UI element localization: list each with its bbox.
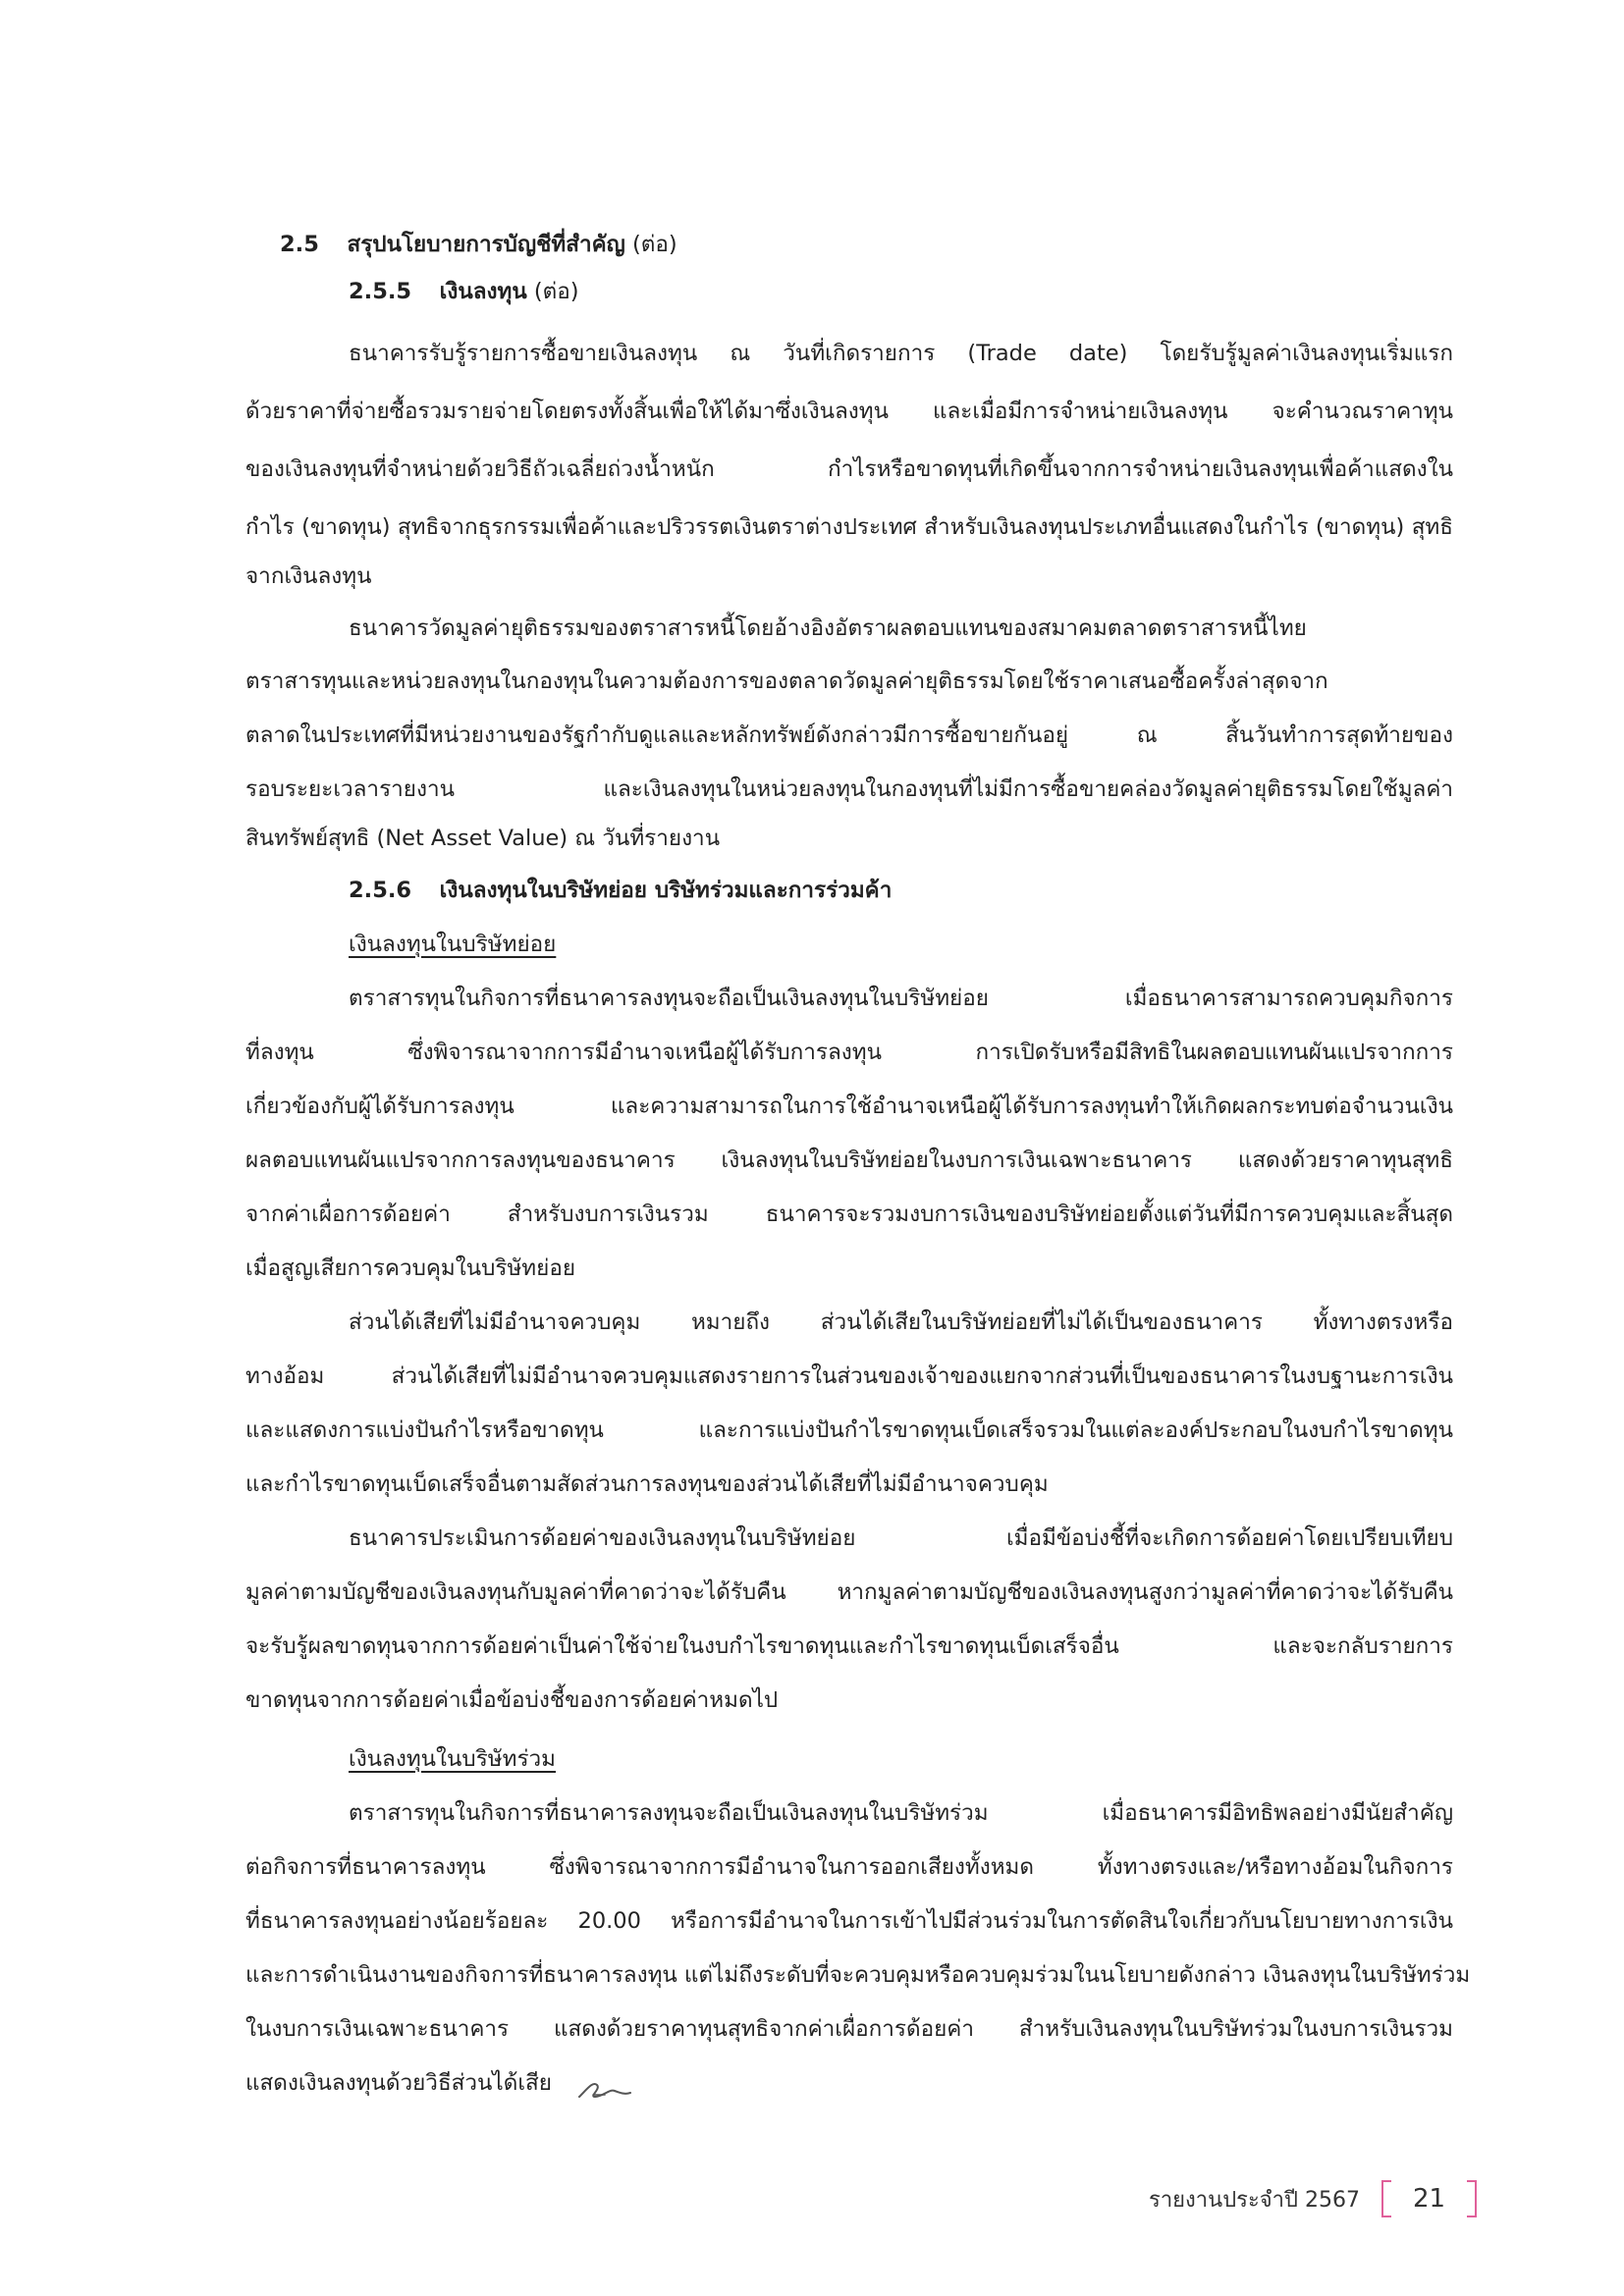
subheading-associates: เงินลงทุนในบริษัทร่วม xyxy=(349,1746,556,1772)
paragraph-line: ตราสารทุนในกิจการที่ธนาคารลงทุนจะถือเป็นเงินลงทุนในบริษัทร่วม เมื่อธนาคารมีอิทธิพลอย่างมีนัยสำคัญ xyxy=(349,1800,1453,1826)
paragraph-line: ด้วยราคาที่จ่ายซื้อรวมรายจ่ายโดยตรงทั้งสิ้นเพื่อให้ได้มาซึ่งเงินลงทุน และเมื่อมีการจำหน่ายเงินลงทุน จะคำนวณราคาทุน xyxy=(245,399,1453,424)
paragraph-line: รอบระยะเวลารายงาน และเงินลงทุนในหน่วยลงทุนในกองทุนที่ไม่มีการซื้อขายคล่องวัดมูลค่ายุติธรรมโดยใช้มูลค่า xyxy=(245,776,1453,802)
subsection-suffix: (ต่อ) xyxy=(533,279,579,304)
paragraph-line: และการดำเนินงานของกิจการที่ธนาคารลงทุน แต่ไม่ถึงระดับที่จะควบคุมหรือควบคุมร่วมในนโยบายดังกล่าว เงินลงทุนในบริษัทร่วม xyxy=(245,1962,1471,1988)
paragraph-line: ทางอ้อม ส่วนได้เสียที่ไม่มีอำนาจควบคุมแสดงรายการในส่วนของเจ้าของแยกจากส่วนที่เป็นของธนาคารในงบฐานะการเงิน xyxy=(245,1363,1453,1389)
paragraph-line: ที่ธนาคารลงทุนอย่างน้อยร้อยละ 20.00 หรือการมีอำนาจในการเข้าไปมีส่วนร่วมในการตัดสินใจเกี่ยวกับนโยบายทางการเงิน xyxy=(245,1908,1453,1934)
section-title: สรุปนโยบายการบัญชีที่สำคัญ xyxy=(347,232,625,257)
paragraph-line: ในงบการเงินเฉพาะธนาคาร แสดงด้วยราคาทุนสุทธิจากค่าเผื่อการด้อยค่า สำหรับเงินลงทุนในบริษัทร่วมในงบการเงินรวม xyxy=(245,2016,1453,2042)
paragraph-line: ตลาดในประเทศที่มีหน่วยงานของรัฐกำกับดูแลและหลักทรัพย์ดังกล่าวมีการซื้อขายกันอยู่ ณ สิ้นวันทำการสุดท้ายของ xyxy=(245,722,1453,748)
paragraph-line: และแสดงการแบ่งปันกำไรหรือขาดทุน และการแบ่งปันกำไรขาดทุนเบ็ดเสร็จรวมในแต่ละองค์ประกอบในงบกำไรขาดทุน xyxy=(245,1417,1453,1443)
paragraph-line: กำไร (ขาดทุน) สุทธิจากธุรกรรมเพื่อค้าและปริวรรตเงินตราต่างประเทศ สำหรับเงินลงทุนประเภทอื่นแสดงในกำไร (ขาดทุน) สุทธิ xyxy=(245,514,1453,540)
section-suffix: (ต่อ) xyxy=(631,232,677,257)
paragraph-line: และกำไรขาดทุนเบ็ดเสร็จอื่นตามสัดส่วนการลงทุนของส่วนได้เสียที่ไม่มีอำนาจควบคุม xyxy=(245,1471,1049,1497)
paragraph-line: ที่ลงทุน ซึ่งพิจารณาจากการมีอำนาจเหนือผู้ได้รับการลงทุน การเปิดรับหรือมีสิทธิในผลตอบแทนผันแปรจากการ xyxy=(245,1040,1453,1065)
paragraph-line: ของเงินลงทุนที่จำหน่ายด้วยวิธีถัวเฉลี่ยถ่วงน้ำหนัก กำไรหรือขาดทุนที่เกิดขึ้นจากการจำหน่ายเงินลงทุนเพื่อค้าแสดงใน xyxy=(245,456,1453,482)
paragraph-line: ต่อกิจการที่ธนาคารลงทุน ซึ่งพิจารณาจากการมีอำนาจในการออกเสียงทั้งหมด ทั้งทางตรงและ/หรือทางอ้อมในกิจการ xyxy=(245,1854,1453,1880)
subsection-heading-investments xyxy=(349,270,579,313)
paragraph-line: เกี่ยวข้องกับผู้ได้รับการลงทุน และความสามารถในการใช้อำนาจเหนือผู้ได้รับการลงทุนทำให้เกิดผลกระทบต่อจำนวนเงิน xyxy=(245,1094,1453,1119)
paragraph-line: มูลค่าตามบัญชีของเงินลงทุนกับมูลค่าที่คาดว่าจะได้รับคืน หากมูลค่าตามบัญชีของเงินลงทุนสูงกว่ามูลค่าที่คาดว่าจะได้รับคืน xyxy=(245,1579,1453,1605)
paragraph-line: ส่วนได้เสียที่ไม่มีอำนาจควบคุม หมายถึง ส่วนได้เสียในบริษัทย่อยที่ไม่ได้เป็นของธนาคาร ทั้งทางตรงหรือ xyxy=(349,1309,1453,1335)
paragraph-line: ผลตอบแทนผันแปรจากการลงทุนของธนาคาร เงินลงทุนในบริษัทย่อยในงบการเงินเฉพาะธนาคาร แสดงด้วยราคาทุนสุทธิ xyxy=(245,1148,1453,1173)
report-label: รายงานประจำปี 2567 xyxy=(1149,2187,1360,2213)
subheading-subsidiaries: เงินลงทุนในบริษัทย่อย xyxy=(349,932,557,957)
paragraph-line: แสดงเงินลงทุนด้วยวิธีส่วนได้เสีย xyxy=(245,2070,552,2096)
paragraph-line: ธนาคารวัดมูลค่ายุติธรรมของตราสารหนี้โดยอ้างอิงอัตราผลตอบแทนของสมาคมตลาดตราสารหนี้ไทย xyxy=(349,615,1307,641)
paragraph-line: สินทรัพย์สุทธิ (Net Asset Value) ณ วันที่รายงาน xyxy=(245,826,721,851)
subsection-heading-subsidiaries xyxy=(349,869,892,912)
paragraph-line: ตราสารทุนและหน่วยลงทุนในกองทุนในความต้องการของตลาดวัดมูลค่ายุติธรรมโดยใช้ราคาเสนอซื้อครั้งล่าสุดจาก xyxy=(245,668,1328,694)
bracket-right-icon xyxy=(1467,2180,1477,2217)
paragraph-line: จากค่าเผื่อการด้อยค่า สำหรับงบการเงินรวม ธนาคารจะรวมงบการเงินของบริษัทย่อยตั้งแต่วันที่มีการควบคุมและสิ้นสุด xyxy=(245,1201,1453,1227)
signature-mark xyxy=(575,2075,634,2105)
page-footer xyxy=(1149,2174,1477,2223)
subsection-number: 2.5.6 xyxy=(349,878,412,903)
paragraph-line: ขาดทุนจากการด้อยค่าเมื่อข้อบ่งชี้ของการด้อยค่าหมดไป xyxy=(245,1687,779,1713)
bracket-left-icon xyxy=(1381,2180,1391,2217)
paragraph-line: จากเงินลงทุน xyxy=(245,563,372,589)
paragraph-line: ธนาคารประเมินการด้อยค่าของเงินลงทุนในบริษัทย่อย เมื่อมีข้อบ่งชี้ที่จะเกิดการด้อยค่าโดยเปรียบเทียบ xyxy=(349,1525,1453,1551)
subsection-title: เงินลงทุน xyxy=(439,279,527,304)
section-number: 2.5 xyxy=(280,232,319,257)
paragraph-line: จะรับรู้ผลขาดทุนจากการด้อยค่าเป็นค่าใช้จ่ายในงบกำไรขาดทุนและกำไรขาดทุนเบ็ดเสร็จอื่น และจะกลับรายการ xyxy=(245,1633,1453,1659)
section-heading xyxy=(280,223,677,266)
paragraph-line: เมื่อสูญเสียการควบคุมในบริษัทย่อย xyxy=(245,1255,576,1281)
paragraph-line: ธนาคารรับรู้รายการซื้อขายเงินลงทุน ณ วันที่เกิดรายการ (Trade date) โดยรับรู้มูลค่าเงินลงทุนเริ่มแรก xyxy=(349,341,1453,366)
subsection-title: เงินลงทุนในบริษัทย่อย บริษัทร่วมและการร่วมค้า xyxy=(439,878,893,903)
paragraph-line: ตราสารทุนในกิจการที่ธนาคารลงทุนจะถือเป็นเงินลงทุนในบริษัทย่อย เมื่อธนาคารสามารถควบคุมกิจการ xyxy=(349,986,1453,1011)
subsection-number: 2.5.5 xyxy=(349,279,412,304)
page-number: 21 xyxy=(1412,2184,1446,2214)
